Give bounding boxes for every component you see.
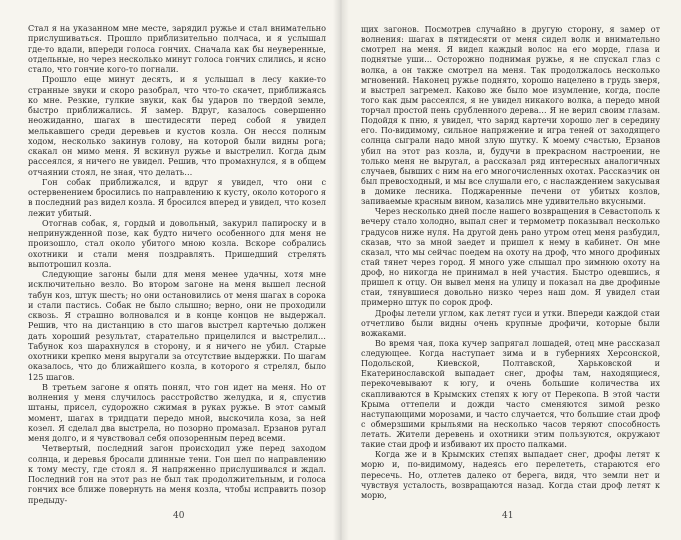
left-page-text — [28, 23, 326, 505]
paragraph: Прошло еще минут десять, и я услышал в лесу какие-то странные звуки и скоро разобрал, что что-то скачет, приближаясь ко мне. Резкие, гулкие звуки, как бы ударов по твердой земле, быстро приближались. Я замер. Вдруг, казалось совершенно неожиданно, шагах в шестидесяти перед собой я увидел мелькавшего среди деревьев и кустов козла. Он несся полным ходом, несколько закинув голову, на которой были видны рога; скакал он мимо меня. Я вскинул ружье и выстрелил. Когда дым рассеялся, я ничего не увидел. Решив, что промахнулся, я в общем отчаянии стоял, не зная, что делать… — [28, 74, 326, 177]
paragraph: щих загонов. Посмотрев случайно в другую сторону, я замер от волнения: шагах в пятидесяти от меня сидел волк и внимательно смотрел на меня. Я видел каждый волос на его морде, глаза и поднятые уши… Осторожно поднимая ружье, я не спускал глаз с волка, а он также смотрел на меня. Так продолжалось несколько мгновений. Наконец ружье поднято, хорошо нацелено в грудь зверя, и выстрел загремел. Каково же было мое изумление, когда, после того как дым рассеялся, я не увидел никакого волка, а передо мной торчал простой пень срубленного дерева… Я не верил своим глазам. Подойдя к пню, я увидел, что заряд картечи хорошо лег в середину его. По-видимому, сильное напряжение и игра теней от заходящего солнца сыграли надо мной злую шутку. К моему счастью, Ерзанов убил на этот раз козла, и, будучи в прекрасном настроении, не только меня не выругал, а рассказал ряд интересных аналогичных случаев, бывших с ним на его многочисленных охотах. Рассказчик он был превосходный, и мы все слушали его, с наслаждением закусывая в домике лесника. Поджаренные печени от убитых козлов, запиваемые красным вином, казались мне удивительно вкусными. — [361, 25, 660, 207]
paragraph: Дрофы летели углом, как летят гуси и утки. Впереди каждой стаи отчетливо были видны очень крупные дрофичи, которые были вожаками. — [361, 308, 660, 338]
paragraph: Гон собак приближался, и вдруг я увидел, что они с остервенением бросились по направлению к кусту, около которого я в последний раз видел козла. Я бросился вперед и увидел, что козел лежит убитый. — [28, 176, 326, 218]
paragraph: Отогнав собак, я, гордый и довольный, закурил папироску и в непринужденной позе, как будто ничего особенного для меня не произошло, стал около убитого мною козла. Вскоре собрались охотники и стали меня поздравлять. Пришедший стрелять выпотрошил козла. — [28, 217, 326, 269]
paragraph: Когда же и в Крымских степях выпадает снег, дрофы летят к морю и, по-видимому, надеясь его перелететь, стараются его пересечь. Но, отлетев далеко от берега, видя, что земли нет и чувствуя усталость, возвращаются назад. Когда стаи дроф летят к морю, — [361, 450, 660, 500]
right-page-text — [361, 25, 660, 501]
paragraph: Стал я на указанном мне месте, зарядил ружье и стал внимательно прислушиваться. Прошло приблизительно полчаса, и я услышал где-то вдали, впереди голоса гончих. Сначала как бы неуверенные, отдельные, но через несколько минут голоса гончих слились, и ясно стало, что гончие кого-то погнали. — [28, 23, 326, 74]
paragraph: Через несколько дней после нашего возвращения в Севастополь к вечеру стало холодно, выпал снег и термометр показывал несколько градусов ниже нуля. На другой день рано утром отец меня разбудил, сказав, что за мной заедет и пришел к нему в кабинет. Он мне сказал, что мы сейчас поедем на охоту на дроф, что много дрофиных стай тянет через город. Я много уже слышал про зимнюю охоту на дроф, но никогда не принимал в ней участия. Быстро одевшись, я пришел к отцу. Он вывел меня на улицу и показал на две дрофиные стаи, тянувшиеся довольно низко через наш дом. Я увидел стаи примерно штук по сорок дроф. — [361, 207, 660, 308]
book-gutter-shadow — [333, 0, 349, 540]
paragraph: В третьем загоне я опять понял, что гон идет на меня. Но от волнения у меня случилось расстройство желудка, и я, спустив штаны, присел, судорожно сжимая в руках ружье. В этот самый момент, шагах в тридцати передо мной, выскочила коза, за ней козел. Я сделал два выстрела, но позорно промазал. Ерзанов ругал меня долго, и я чувствовал себя опозоренным перед всеми. — [28, 381, 326, 443]
page-number: 41 — [502, 511, 514, 521]
paragraph: Следующие загоны были для меня менее удачны, хотя мне исключительно везло. Во втором загоне на меня вышел лесной табун коз, штук шесть; но они остановились от меня шагах в сорока и стали пастись. Собак не было слышно; верно, они не проходили сквозь. Я страшно волновался и в конце концов не выдержал. Решив, что на дистанцию в сто шагов выстрел картечью должен дать хороший результат, старательно прицелился и выстрелил… Табунок коз шарахнулся в сторону, и я ничего не убил. Старые охотники крепко меня выругали за отсутствие выдержки. По шагам оказалось, что до ближайшего козла, в которого я стрелял, было 125 шагов. — [28, 269, 326, 382]
paragraph: Четвертый, последний загон происходил уже перед заходом солнца, и деревья бросали длинные тени. Гон шел по направлению к тому месту, где стоял я. Я напряженно прислушивался и ждал. Последний гон на этот раз не был так продолжительным, и голоса гончих все ближе повернуть на меня козла, чтобы исправить позор предыду- — [28, 443, 326, 505]
right-page — [341, 0, 681, 540]
page-number: 40 — [173, 511, 185, 521]
paragraph: Во время чая, пока кучер запрягал лошадей, отец мне рассказал следующее. Когда наступает зима и в губерниях Херсонской, Подольской, Киевской, Полтавской, Харьковской и Екатеринославской выпадает снег, дрофы там, находящиеся, перекочевывают к югу, и очень большие количества их скапливаются в Крымских степях к югу от Перекопа. В этой части Крыма оттепели и дожди часто сменяются зимой резко наступающими морозами, и часто случается, что большие стаи дроф с обмерзшими крыльями на несколько часов теряют способность летать. Жители деревень и охотники этим пользуются, окружают такие стаи дроф и избивают их просто палками. — [361, 338, 660, 450]
